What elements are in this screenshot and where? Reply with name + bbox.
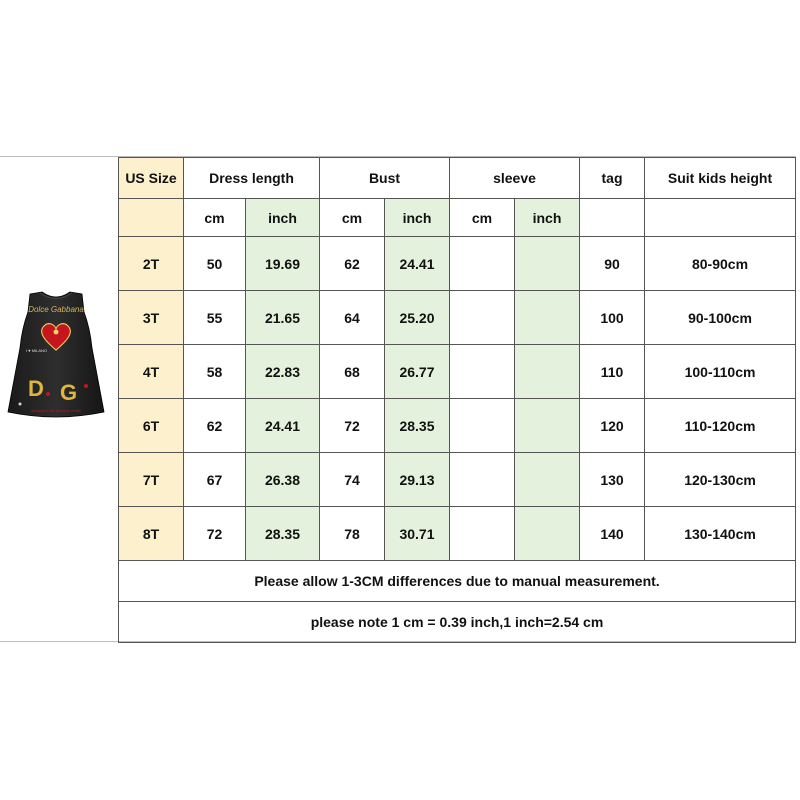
conversion-note: please note 1 cm = 0.39 inch,1 inch=2.54 cm bbox=[119, 602, 796, 643]
length-inch-cell: 21.65 bbox=[246, 291, 320, 345]
bust-cm-cell: 72 bbox=[320, 399, 385, 453]
size-cell: 6T bbox=[119, 399, 184, 453]
bust-cm-cell: 62 bbox=[320, 237, 385, 291]
size-cell: 3T bbox=[119, 291, 184, 345]
svg-text:Dolce Gabbana: Dolce Gabbana bbox=[28, 305, 84, 314]
sleeve-inch-cell bbox=[515, 507, 580, 561]
table-row bbox=[119, 291, 796, 345]
sleeve-cm-cell bbox=[450, 453, 515, 507]
table-row bbox=[119, 453, 796, 507]
size-cell: 2T bbox=[119, 237, 184, 291]
height-cell: 80-90cm bbox=[645, 237, 796, 291]
header-row bbox=[119, 158, 796, 199]
sleeve-inch-cell bbox=[515, 399, 580, 453]
length-cm-cell: 72 bbox=[184, 507, 246, 561]
height-cell: 120-130cm bbox=[645, 453, 796, 507]
note-row bbox=[119, 561, 796, 602]
svg-text:I ♥ MILANO: I ♥ MILANO bbox=[26, 348, 48, 353]
unit-inch: inch bbox=[246, 199, 320, 237]
tag-cell: 90 bbox=[580, 237, 645, 291]
length-cm-cell: 62 bbox=[184, 399, 246, 453]
sleeve-cm-cell bbox=[450, 345, 515, 399]
unit-cell-empty bbox=[645, 199, 796, 237]
length-cm-cell: 58 bbox=[184, 345, 246, 399]
table-row bbox=[119, 237, 796, 291]
svg-text:G: G bbox=[60, 380, 78, 405]
tag-cell: 120 bbox=[580, 399, 645, 453]
bust-cm-cell: 64 bbox=[320, 291, 385, 345]
sleeve-inch-cell bbox=[515, 237, 580, 291]
length-inch-cell: 28.35 bbox=[246, 507, 320, 561]
unit-inch: inch bbox=[515, 199, 580, 237]
bust-cm-cell: 78 bbox=[320, 507, 385, 561]
bust-cm-cell: 74 bbox=[320, 453, 385, 507]
length-inch-cell: 22.83 bbox=[246, 345, 320, 399]
bust-cm-cell: 68 bbox=[320, 345, 385, 399]
allowance-note: Please allow 1-3CM differences due to manual measurement. bbox=[119, 561, 796, 602]
sleeve-inch-cell bbox=[515, 345, 580, 399]
svg-text:designed in the sunshine of it: designed in the sunshine of italy bbox=[31, 409, 81, 413]
table-row bbox=[119, 399, 796, 453]
unit-cell-empty bbox=[119, 199, 184, 237]
size-cell: 8T bbox=[119, 507, 184, 561]
table-row bbox=[119, 345, 796, 399]
tag-cell: 100 bbox=[580, 291, 645, 345]
length-inch-cell: 24.41 bbox=[246, 399, 320, 453]
sleeve-cm-cell bbox=[450, 399, 515, 453]
tag-cell: 110 bbox=[580, 345, 645, 399]
height-cell: 90-100cm bbox=[645, 291, 796, 345]
length-inch-cell: 26.38 bbox=[246, 453, 320, 507]
sleeve-inch-cell bbox=[515, 291, 580, 345]
tag-cell: 130 bbox=[580, 453, 645, 507]
sleeve-cm-cell bbox=[450, 507, 515, 561]
us-size-header: US Size bbox=[119, 158, 184, 199]
tag-cell: 140 bbox=[580, 507, 645, 561]
bust-inch-cell: 24.41 bbox=[385, 237, 450, 291]
size-chart-table bbox=[118, 157, 796, 643]
bust-inch-cell: 29.13 bbox=[385, 453, 450, 507]
unit-cm: cm bbox=[450, 199, 515, 237]
table-row bbox=[119, 507, 796, 561]
product-dress-image bbox=[6, 288, 106, 428]
bust-inch-cell: 28.35 bbox=[385, 399, 450, 453]
svg-text:D: D bbox=[28, 376, 44, 401]
height-cell: 130-140cm bbox=[645, 507, 796, 561]
length-cm-cell: 67 bbox=[184, 453, 246, 507]
bust-inch-cell: 25.20 bbox=[385, 291, 450, 345]
bust-inch-cell: 30.71 bbox=[385, 507, 450, 561]
bust-inch-cell: 26.77 bbox=[385, 345, 450, 399]
dress-length-header: Dress length bbox=[184, 158, 320, 199]
unit-row bbox=[119, 199, 796, 237]
bust-header: Bust bbox=[320, 158, 450, 199]
size-cell: 7T bbox=[119, 453, 184, 507]
tag-header: tag bbox=[580, 158, 645, 199]
sleeve-cm-cell bbox=[450, 237, 515, 291]
unit-cm: cm bbox=[184, 199, 246, 237]
size-cell: 4T bbox=[119, 345, 184, 399]
sleeve-cm-cell bbox=[450, 291, 515, 345]
unit-inch: inch bbox=[385, 199, 450, 237]
height-cell: 100-110cm bbox=[645, 345, 796, 399]
height-cell: 110-120cm bbox=[645, 399, 796, 453]
unit-cm: cm bbox=[320, 199, 385, 237]
length-cm-cell: 55 bbox=[184, 291, 246, 345]
height-header: Suit kids height bbox=[645, 158, 796, 199]
note-row bbox=[119, 602, 796, 643]
unit-cell-empty bbox=[580, 199, 645, 237]
sleeve-inch-cell bbox=[515, 453, 580, 507]
length-inch-cell: 19.69 bbox=[246, 237, 320, 291]
length-cm-cell: 50 bbox=[184, 237, 246, 291]
sleeve-header: sleeve bbox=[450, 158, 580, 199]
